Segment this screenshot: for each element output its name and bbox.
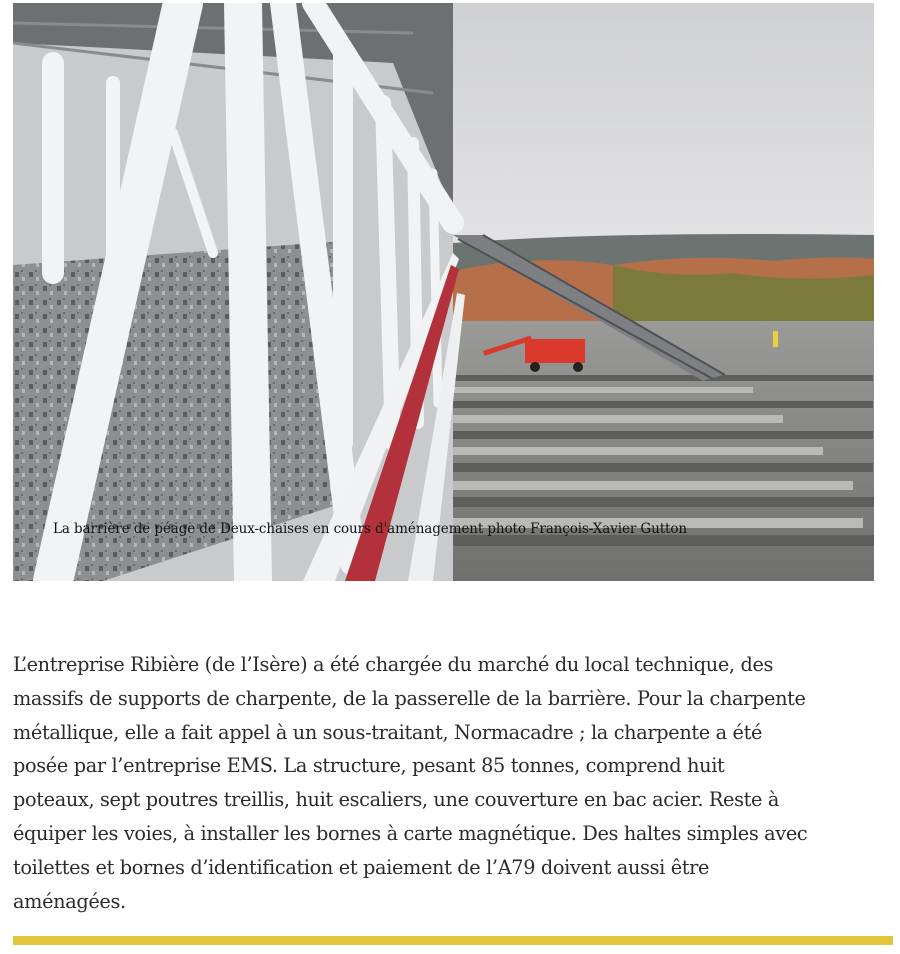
article-line: L’entreprise Ribière (de l’Isère) a été chargée du marché du local technique, des	[13, 653, 774, 676]
article-line: aménagées.	[13, 889, 126, 913]
article-line: massifs de supports de charpente, de la passerelle de la barrière. Pour la charpente	[13, 686, 806, 710]
article-line: posée par l’entreprise EMS. La structure, pesant 85 tonnes, comprend huit	[13, 754, 725, 778]
photo-illustration	[13, 3, 874, 581]
article-photo	[13, 3, 874, 581]
article-line: métallique, elle a fait appel à un sous-traitant, Normacadre ; la charpente a été	[13, 720, 763, 744]
article-line: équiper les voies, à installer les bornes à carte magnétique. Des haltes simples avec	[13, 821, 808, 845]
article-line: poteaux, sept poutres treillis, huit escaliers, une couverture en bac acier. Reste à	[13, 788, 780, 812]
article-body	[13, 648, 893, 918]
photo-caption: La barrière de péage de Deux-chaises en cours d'aménagement photo François-Xavier Gutton	[53, 521, 687, 537]
article-line: toilettes et bornes d’identification et paiement de l’A79 doivent aussi être	[13, 855, 710, 879]
section-divider	[13, 936, 893, 945]
